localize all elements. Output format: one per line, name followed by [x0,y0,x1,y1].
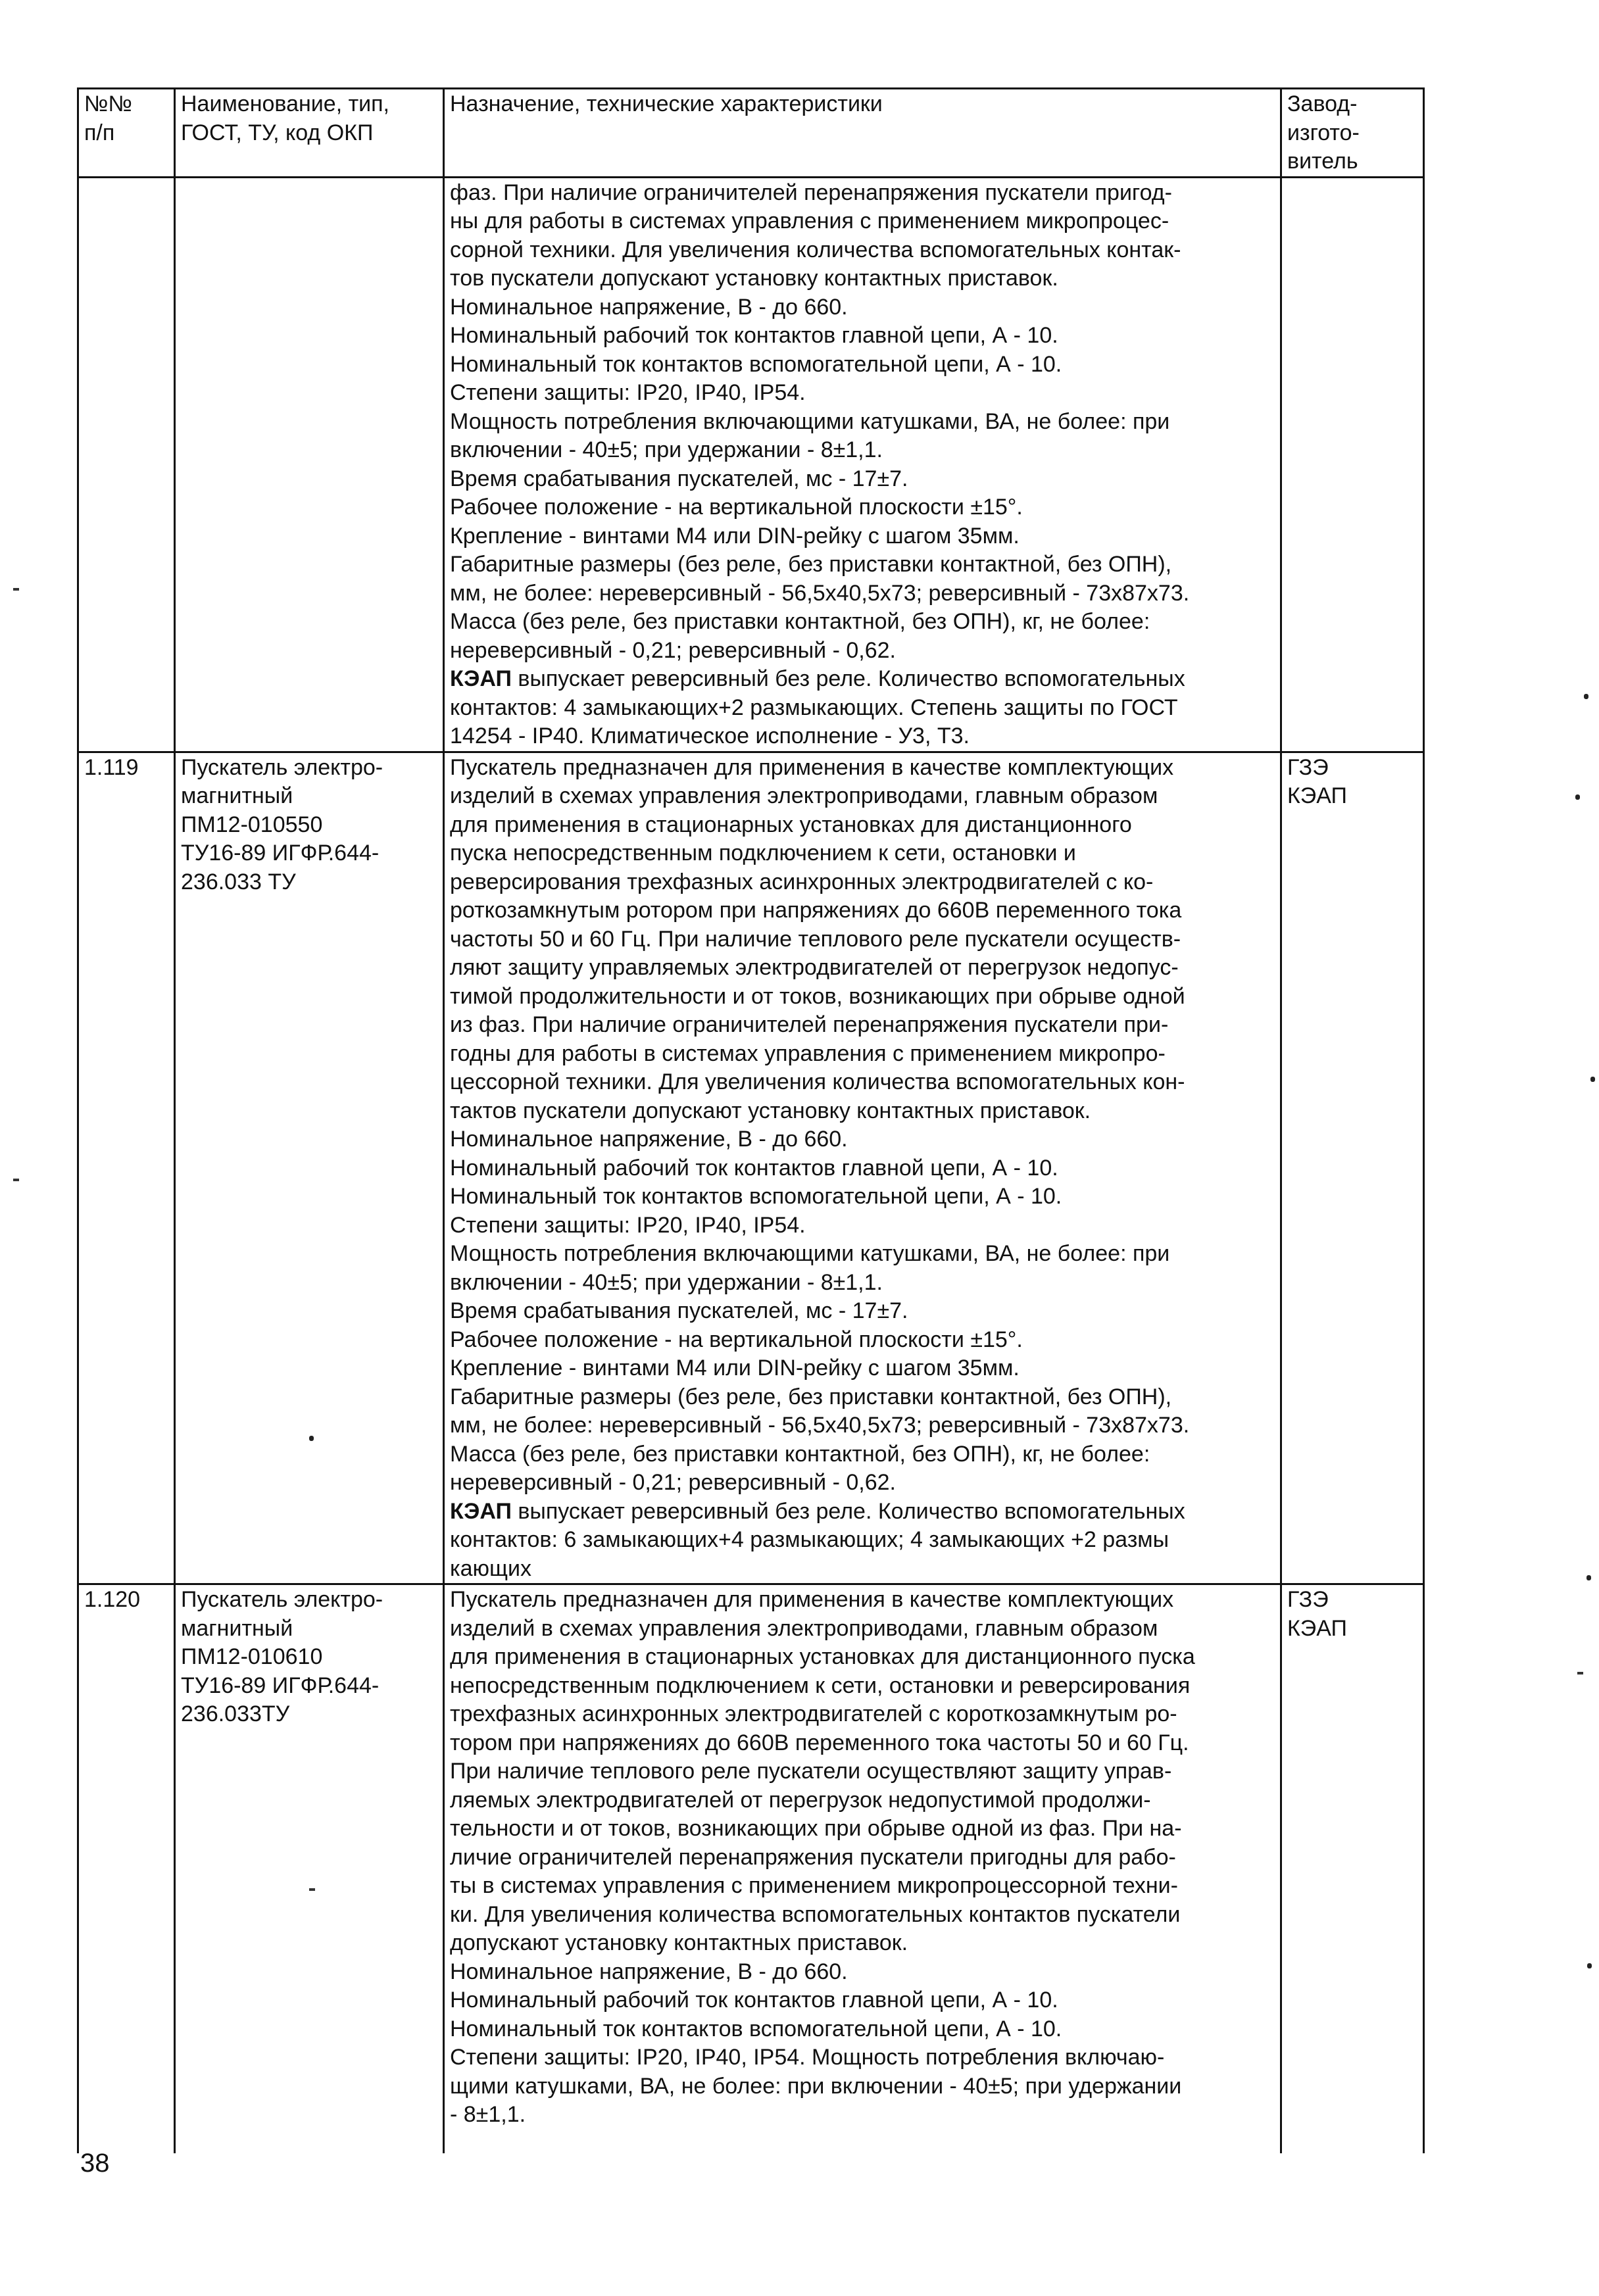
header-line: изгото- [1287,120,1360,145]
description-line: Время срабатывания пускателей, мс - 17±7. [450,1298,908,1323]
table-row [78,752,1424,1584]
description-line: для применения в стационарных установках для дистанционного пуска [450,1644,1195,1669]
description-line: Крепление - винтами М4 или DIN-рейку с шагом 35мм. [450,523,1020,549]
description-line: Габаритные размеры (без реле, без приставки контактной, без ОПН), [450,1384,1172,1409]
product-name-line: ПМ12-010610 [181,1644,323,1669]
header-description [444,89,1281,178]
row-number [78,177,175,752]
description-line: тов пускатели допускают установку контактных приставок. [450,266,1058,291]
header-line: витель [1287,149,1358,174]
bold-maker-name: КЭАП [450,1498,512,1524]
description-line: Рабочее положение - на вертикальной плоскости ±15°. [450,1327,1023,1352]
manufacturer-line: ГЗЭ [1287,754,1329,780]
table-row [78,177,1424,752]
description-line: нереверсивный - 0,21; реверсивный - 0,62. [450,637,896,663]
manufacturer-line: КЭАП [1287,1615,1347,1641]
description-line: непосредственным подключением к сети, остановки и реверсирования [450,1673,1191,1698]
description-line: ны для работы в системах управления с применением микропроцес- [450,208,1169,233]
table-header-row [78,89,1424,178]
product-name-line: ТУ16-89 ИГФР.644- [181,841,380,866]
description-line: Номинальное напряжение, В - до 660. [450,1127,848,1152]
product-name-line: Пускатель электро- [181,1587,383,1612]
bold-maker-name: КЭАП [450,666,512,691]
description-line: Рабочее положение - на вертикальной плоскости ±15°. [450,495,1023,520]
description-line: контактов: 4 замыкающих+2 размыкающих. Степень защиты по ГОСТ [450,695,1178,720]
description-line: пуска непосредственным подключением к сети, остановки и [450,841,1076,866]
description-line: Мощность потребления включающими катушками, ВА, не более: при [450,1241,1170,1266]
header-line: ГОСТ, ТУ, код ОКП [181,120,374,145]
description-line: Номинальное напряжение, В - до 660. [450,294,848,320]
description-line: мм, не более: нереверсивный - 56,5х40,5х73; реверсивный - 73х87х73. [450,1413,1190,1438]
manufacturer-line: ГЗЭ [1287,1587,1329,1612]
row-number: 1.120 [78,1584,175,2153]
description-line: Пускатель предназначен для применения в качестве комплектующих [450,1587,1174,1612]
scan-speck [309,1436,314,1441]
product-name-line: ТУ16-89 ИГФР.644- [181,1673,380,1698]
manufacturer [1281,1584,1424,2153]
description-line: ки. Для увеличения количества вспомогательных контактов пускатели [450,1901,1181,1927]
description-line: изделий в схемах управления электроприводами, главным образом [450,1615,1158,1641]
description-line: реверсирования трехфазных асинхронных электродвигателей с ко- [450,869,1154,894]
table-row [78,1584,1424,2153]
description-line: Степени защиты: IP20, IP40, IP54. [450,380,806,405]
description-line: кающих [450,1555,531,1581]
description-line: Мощность потребления включающими катушками, ВА, не более: при [450,408,1170,434]
description-line: личие ограничителей перенапряжения пускатели пригодны для рабо- [450,1844,1176,1870]
description-line: 14254 - IP40. Климатическое исполнение - У3, Т3. [450,723,970,748]
description-line: тором при напряжениях до 660В переменного тока частоты 50 и 60 Гц. [450,1730,1189,1755]
description-line: Время срабатывания пускателей, мс - 17±7. [450,466,908,491]
description-line: Масса (без реле, без приставки контактной, без ОПН), кг, не более: [450,1441,1150,1467]
description-line: При наличие теплового реле пускатели осуществляют защиту управ- [450,1759,1172,1784]
description-line: Степени защиты: IP20, IP40, IP54. Мощность потребления включаю- [450,2045,1165,2070]
scan-speck [1587,1963,1592,1968]
description-line: ляют защиту управляемых электродвигателей от перегрузок недопус- [450,955,1179,980]
description-line: ты в системах управления с применением микропроцессорной техни- [450,1873,1178,1898]
scan-speck [1587,1575,1591,1580]
description-line: Пускатель предназначен для применения в качестве комплектующих [450,754,1174,780]
description-line: Масса (без реле, без приставки контактной, без ОПН), кг, не более: [450,609,1150,634]
description-line: фаз. При наличие ограничителей перенапряжения пускатели пригод- [450,180,1172,205]
manufacturer [1281,177,1424,752]
description-line: трехфазных асинхронных электродвигателей с короткозамкнутым ро- [450,1701,1177,1726]
description-line: нереверсивный - 0,21; реверсивный - 0,62. [450,1470,896,1495]
description-line: включении - 40±5; при удержании - 8±1,1. [450,1269,883,1295]
description-line: изделий в схемах управления электроприводами, главным образом [450,783,1158,808]
description-line: тельности и от токов, возникающих при обрыве одной из фаз. При на- [450,1816,1182,1841]
description-line: Номинальный рабочий ток контактов главной цепи, А - 10. [450,1155,1058,1181]
description-line: Номинальный рабочий ток контактов главной цепи, А - 10. [450,1988,1058,2013]
description-line: Номинальный ток контактов вспомогательной цепи, А - 10. [450,1184,1062,1209]
product-description [444,1584,1281,2153]
row-number: 1.119 [78,752,175,1584]
product-name-line: магнитный [181,1615,293,1641]
header-line: Назначение, технические характеристики [450,91,883,116]
header-line: Завод- [1287,91,1358,116]
product-name-line: магнитный [181,783,293,808]
header-name [175,89,444,178]
description-line: тактов пускатели допускают установку контактных приставок. [450,1098,1091,1123]
description-line: частоты 50 и 60 Гц. При наличие теплового реле пускатели осуществ- [450,926,1181,952]
spec-table [77,87,1425,2153]
description-line: включении - 40±5; при удержании - 8±1,1. [450,437,883,462]
scan-speck [1577,1672,1583,1674]
description-line: щими катушками, ВА, не более: при включении - 40±5; при удержании [450,2073,1182,2099]
description-line: Номинальное напряжение, В - до 660. [450,1959,848,1984]
description-line: мм, не более: нереверсивный - 56,5х40,5х73; реверсивный - 73х87х73. [450,580,1190,606]
description-line: Номинальный ток контактов вспомогательной цепи, А - 10. [450,2016,1062,2041]
product-name-line: Пускатель электро- [181,754,383,780]
description-line: - 8±1,1. [450,2102,526,2127]
header-number [78,89,175,178]
description-line: сорной техники. Для увеличения количества вспомогательных контак- [450,237,1181,262]
description-line: допускают установку контактных приставок. [450,1930,908,1955]
product-name-line: ПМ12-010550 [181,812,323,837]
description-line: для применения в стационарных установках для дистанционного [450,812,1132,837]
product-name-line: 236.033 ТУ [181,869,296,894]
scan-speck [1590,1077,1595,1082]
manufacturer-line: КЭАП [1287,783,1347,808]
description-line: тимой продолжительности и от токов, возникающих при обрыве одной [450,983,1185,1009]
description-line: Номинальный рабочий ток контактов главной цепи, А - 10. [450,323,1058,348]
page-number: 38 [80,2149,110,2178]
description-line: Степени защиты: IP20, IP40, IP54. [450,1212,806,1238]
header-line: Наименование, тип, [181,91,390,116]
scan-speck [309,1888,315,1891]
product-name [175,1584,444,2153]
header-line: п/п [84,120,115,145]
scan-speck [13,588,19,591]
header-line: №№ [84,91,132,116]
scan-speck [13,1179,19,1181]
product-name [175,752,444,1584]
product-name-line: 236.033ТУ [181,1701,290,1726]
description-line: КЭАП выпускает реверсивный без реле. Количество вспомогательных [450,666,1185,691]
product-description [444,177,1281,752]
manufacturer [1281,752,1424,1584]
description-line: из фаз. При наличие ограничителей перенапряжения пускатели при- [450,1012,1169,1037]
description-line: годны для работы в системах управления с применением микропро- [450,1040,1166,1066]
description-line: роткозамкнутым ротором при напряжениях до 660В переменного тока [450,898,1182,923]
description-line: цессорной техники. Для увеличения количества вспомогательных кон- [450,1069,1185,1094]
description-line: ляемых электродвигателей от перегрузок недопустимой продолжи- [450,1787,1151,1813]
product-name [175,177,444,752]
description-line: Габаритные размеры (без реле, без приставки контактной, без ОПН), [450,552,1172,577]
description-line: Номинальный ток контактов вспомогательной цепи, А - 10. [450,351,1062,377]
scan-speck [1584,694,1588,699]
description-line: контактов: 6 замыкающих+4 размыкающих; 4 замыкающих +2 размы [450,1527,1169,1552]
description-line: Крепление - винтами М4 или DIN-рейку с шагом 35мм. [450,1356,1020,1380]
description-line: КЭАП выпускает реверсивный без реле. Количество вспомогательных [450,1498,1185,1524]
product-description [444,752,1281,1584]
header-manufacturer [1281,89,1424,178]
scan-speck [1575,794,1580,800]
